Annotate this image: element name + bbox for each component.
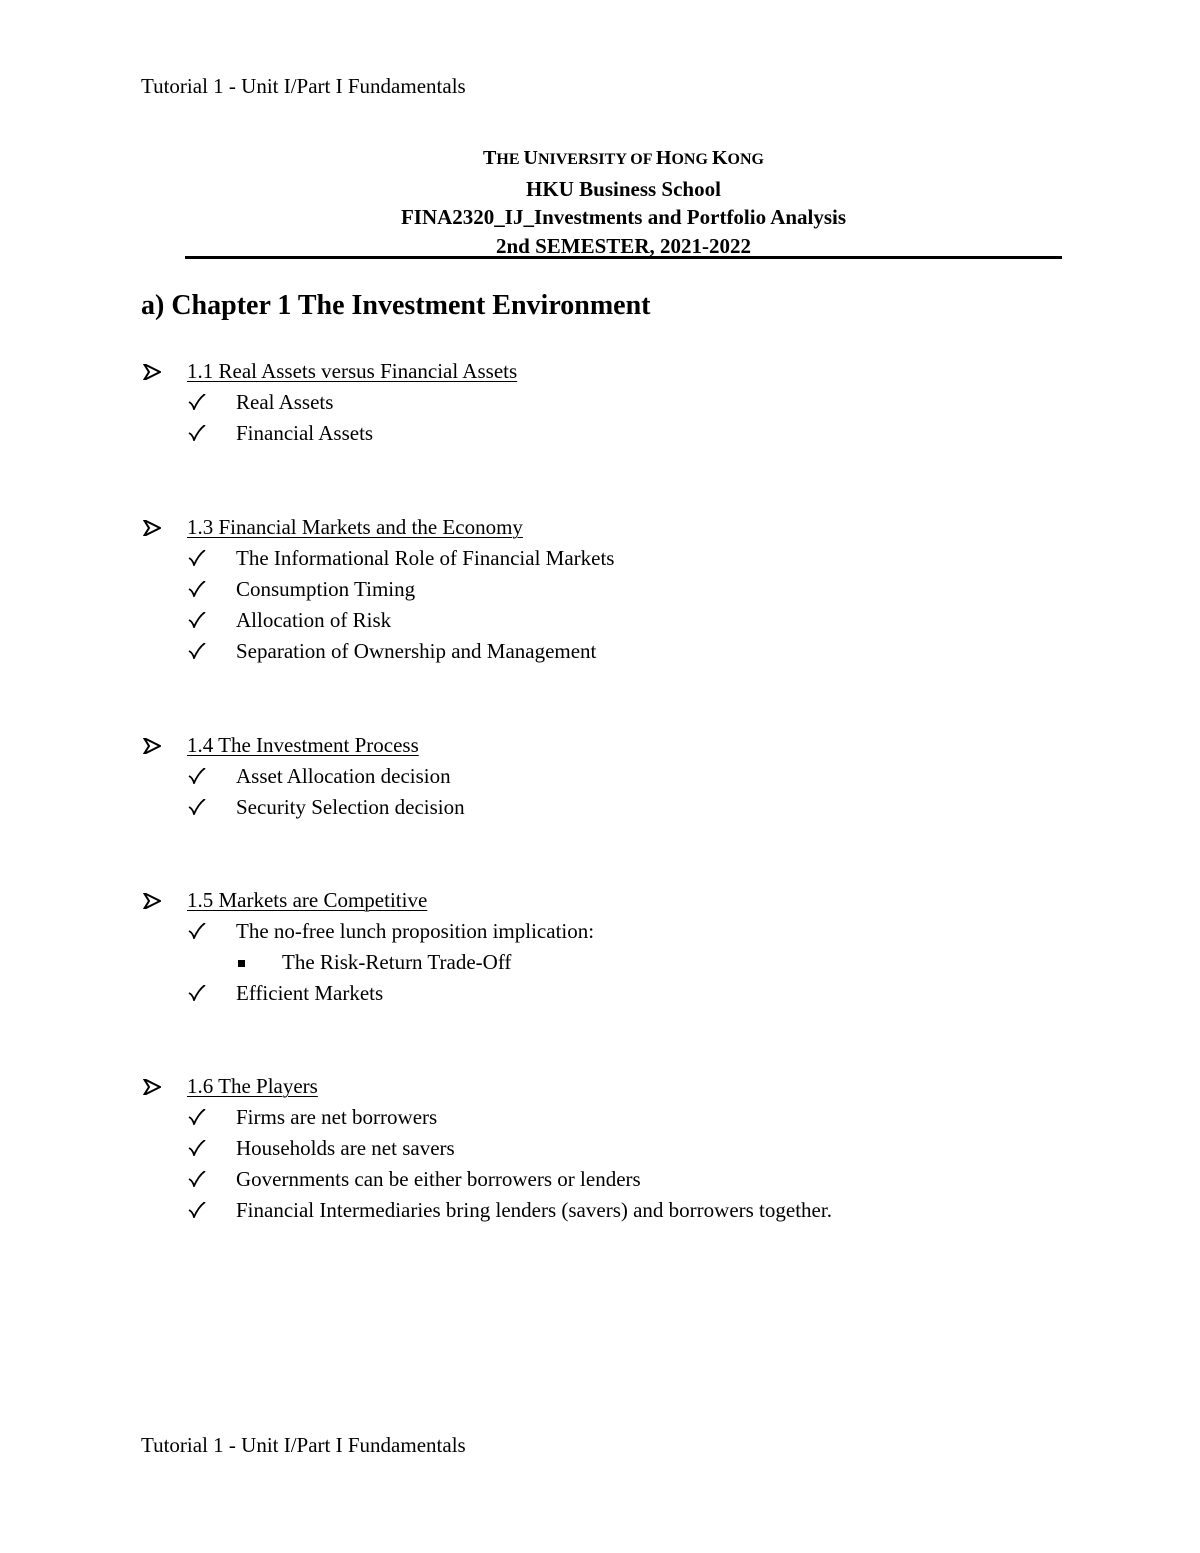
checkmark-icon	[188, 543, 208, 574]
semester-line: 2nd SEMESTER, 2021-2022	[496, 233, 751, 258]
checkmark-icon	[188, 1164, 208, 1195]
section-1-1	[141, 356, 1041, 449]
arrowhead-bullet-icon	[143, 356, 163, 387]
section-1-5	[141, 885, 1041, 1009]
section-heading	[141, 885, 1041, 916]
checkmark-icon	[188, 1133, 208, 1164]
running-header: Tutorial 1 - Unit I/Part I Fundamentals	[141, 74, 466, 98]
list-item: The no-free lunch proposition implication:	[141, 916, 1041, 947]
arrowhead-bullet-icon	[143, 1071, 163, 1102]
checkmark-icon	[188, 1102, 208, 1133]
section-heading	[141, 356, 1041, 387]
section-title: 1.5 Markets are Competitive	[187, 888, 428, 912]
section-title: 1.3 Financial Markets and the Economy	[187, 515, 523, 539]
list-item: Financial Intermediaries bring lenders (savers) and borrowers together.	[141, 1195, 1041, 1226]
section-title: 1.6 The Players	[187, 1074, 318, 1098]
section-title: 1.4 The Investment Process	[187, 733, 419, 757]
list-item: Asset Allocation decision	[141, 761, 1041, 792]
checkmark-icon	[188, 387, 208, 418]
section-heading	[141, 1071, 1041, 1102]
university-name: THE UNIVERSITY OF HONG KONG	[483, 147, 764, 169]
list-item: Separation of Ownership and Management	[141, 636, 1041, 667]
title-divider	[185, 256, 1062, 259]
section-1-3	[141, 512, 1041, 667]
section-title: 1.1 Real Assets versus Financial Assets	[187, 359, 518, 383]
section-heading	[141, 730, 1041, 761]
list-item: Efficient Markets	[141, 978, 1041, 1009]
section-1-6	[141, 1071, 1041, 1226]
sub-list-item: The Risk-Return Trade-Off	[141, 947, 1041, 978]
list-item: Security Selection decision	[141, 792, 1041, 823]
checkmark-icon	[188, 978, 208, 1009]
square-bullet-icon	[238, 960, 245, 967]
checkmark-icon	[188, 792, 208, 823]
arrowhead-bullet-icon	[143, 512, 163, 543]
section-1-4	[141, 730, 1041, 823]
section-heading	[141, 512, 1041, 543]
checkmark-icon	[188, 761, 208, 792]
course-title: FINA2320_IJ_Investments and Portfolio Analysis	[400, 205, 847, 229]
list-item: The Informational Role of Financial Markets	[141, 543, 1041, 574]
checkmark-icon	[188, 605, 208, 636]
list-item: Real Assets	[141, 387, 1041, 418]
checkmark-icon	[188, 1195, 208, 1226]
list-item: Consumption Timing	[141, 574, 1041, 605]
list-item: Allocation of Risk	[141, 605, 1041, 636]
title-block	[185, 144, 1062, 260]
checkmark-icon	[188, 418, 208, 449]
arrowhead-bullet-icon	[143, 885, 163, 916]
running-footer: Tutorial 1 - Unit I/Part I Fundamentals	[141, 1433, 466, 1457]
school-name: HKU Business School	[526, 176, 721, 201]
list-item: Households are net savers	[141, 1133, 1041, 1164]
list-item: Financial Assets	[141, 418, 1041, 449]
checkmark-icon	[188, 636, 208, 667]
list-item: Firms are net borrowers	[141, 1102, 1041, 1133]
checkmark-icon	[188, 916, 208, 947]
chapter-heading: a) Chapter 1 The Investment Environment	[141, 290, 651, 321]
arrowhead-bullet-icon	[143, 730, 163, 761]
list-item: Governments can be either borrowers or lenders	[141, 1164, 1041, 1195]
checkmark-icon	[188, 574, 208, 605]
